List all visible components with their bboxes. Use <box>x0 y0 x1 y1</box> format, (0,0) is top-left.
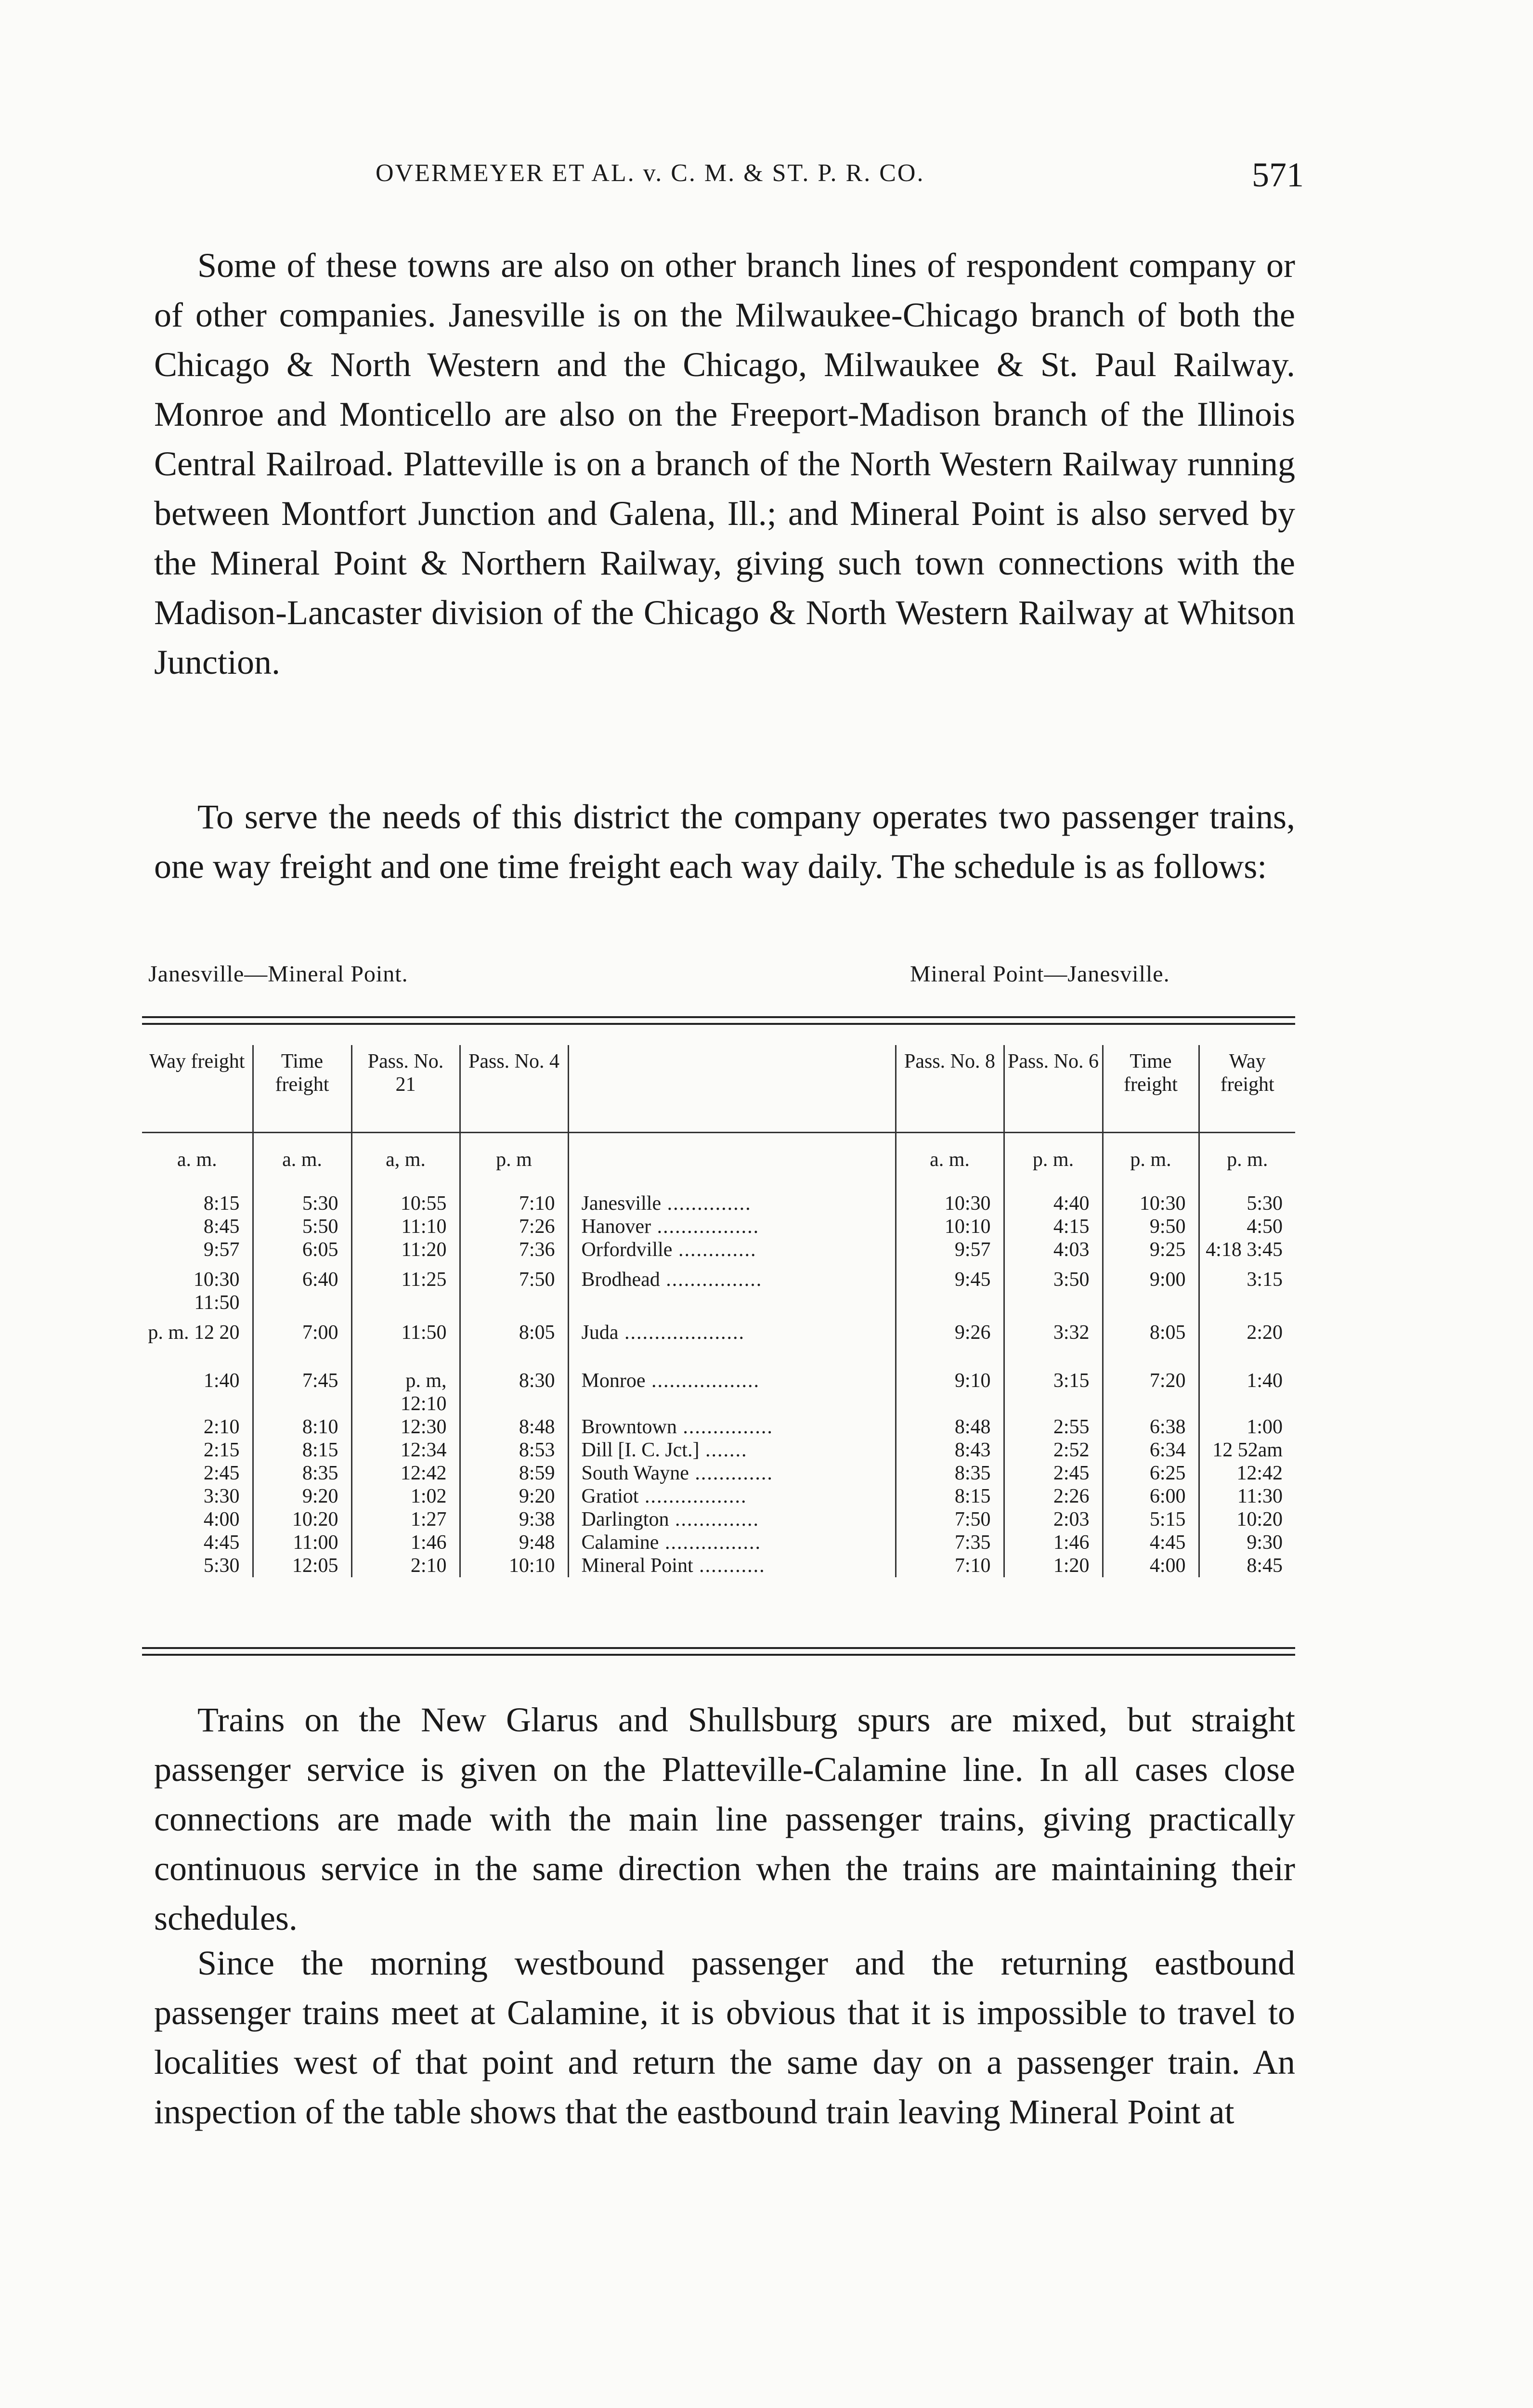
time-cell: 9:26 <box>896 1321 1004 1369</box>
time-cell: 5:50 <box>253 1215 351 1238</box>
time-cell: 7:10 <box>460 1186 568 1215</box>
time-cell: 12:34 <box>351 1439 460 1462</box>
table-row <box>142 1531 1295 1554</box>
time-cell: 8:15 <box>253 1439 351 1462</box>
time-cell: 6:25 <box>1103 1462 1199 1485</box>
time-cell: 4:18 3:45 <box>1199 1238 1295 1268</box>
time-cell: 7:36 <box>460 1238 568 1268</box>
table-row <box>142 1485 1295 1508</box>
time-cell: 4:40 <box>1004 1186 1103 1215</box>
station-name: Hanover ................. <box>568 1215 896 1238</box>
time-cell: 10:10 <box>460 1554 568 1577</box>
time-cell: 1:46 <box>351 1531 460 1554</box>
time-cell: 2:55 <box>1004 1415 1103 1439</box>
col-header: Pass. No. 4 <box>460 1045 568 1133</box>
table-bottom-rule-double <box>142 1654 1295 1656</box>
dot-leader: .................. <box>645 1370 760 1392</box>
paragraph-calamine: Since the morning westbound passenger and the returning eastbound passenger trains meet at Calamine, it is obvious that it is impossible to travel to localities west of that point and return the same day on a passenger train. An inspection of the table shows that the eastbound train leaving Mineral Point at <box>154 1944 1295 2131</box>
time-cell: 10:30 11:50 <box>193 1269 240 1314</box>
time-cell: p. m, 12:10 <box>351 1369 460 1415</box>
time-cell: 7:50 <box>460 1268 568 1321</box>
time-cell: 8:05 <box>460 1321 568 1369</box>
time-cell: 6:38 <box>1103 1415 1199 1439</box>
time-cell: 4:00 <box>203 1508 240 1531</box>
time-cell: 2:52 <box>1004 1439 1103 1462</box>
paragraph-schedule-intro: To serve the needs of this district the company operates two passenger trains, one way freight and one time freight each way daily. The schedule is as follows: <box>154 798 1295 886</box>
col-header: Time freight <box>253 1045 351 1133</box>
table-header-row <box>142 1045 1295 1133</box>
station-name: Brodhead ................ <box>568 1268 896 1321</box>
time-cell: 8:35 <box>253 1462 351 1485</box>
time-cell: 10:20 <box>1199 1508 1295 1531</box>
time-cell: 9:20 <box>253 1485 351 1508</box>
time-cell: 12:42 <box>1199 1462 1295 1485</box>
dot-leader: .............. <box>669 1508 759 1531</box>
time-cell: 9:57 <box>203 1239 240 1261</box>
unit-cell-station <box>568 1133 896 1187</box>
time-cell: 8:15 <box>203 1192 240 1215</box>
time-cell: 5:30 <box>203 1555 240 1577</box>
station-name: Calamine ................ <box>568 1531 896 1554</box>
time-cell: 8:10 <box>253 1415 351 1439</box>
time-cell: 8:05 <box>1103 1321 1199 1369</box>
time-cell: 7:10 <box>896 1554 1004 1577</box>
time-cell: 1:02 <box>351 1485 460 1508</box>
time-cell: 1:46 <box>1004 1531 1103 1554</box>
time-cell: 5:30 <box>253 1186 351 1215</box>
time-cell: 9:45 <box>896 1268 1004 1321</box>
table-top-rule-double <box>142 1023 1295 1025</box>
time-cell: 9:25 <box>1103 1238 1199 1268</box>
station-name: Orfordville ............. <box>568 1238 896 1268</box>
time-cell: 4:45 <box>203 1531 240 1554</box>
table-row <box>142 1554 1295 1577</box>
time-cell: 3:15 <box>1199 1268 1295 1321</box>
time-cell: 12 52am <box>1199 1439 1295 1462</box>
time-cell: 2:26 <box>1004 1485 1103 1508</box>
time-cell: 7:45 <box>253 1369 351 1415</box>
station-name: Janesville .............. <box>568 1186 896 1215</box>
caption-eastbound: Mineral Point—Janesville. <box>910 961 1170 987</box>
dot-leader: ............. <box>689 1462 773 1484</box>
dot-leader: ................. <box>651 1216 760 1238</box>
timetable <box>142 1045 1295 1577</box>
station-header <box>568 1045 896 1133</box>
time-cell: 10:30 <box>896 1186 1004 1215</box>
time-cell: 8:48 <box>896 1415 1004 1439</box>
dot-leader: .................... <box>618 1322 745 1344</box>
col-header: Way freight <box>149 1050 245 1073</box>
table-row <box>142 1369 1295 1415</box>
time-cell: 10:55 <box>351 1186 460 1215</box>
table-row <box>142 1321 1295 1369</box>
page-number: 571 <box>1252 156 1304 194</box>
time-cell: 12:30 <box>351 1415 460 1439</box>
time-cell: 11:20 <box>351 1238 460 1268</box>
col-header: Time freight <box>1103 1045 1199 1133</box>
time-cell: 4:50 <box>1199 1215 1295 1238</box>
time-cell: 8:43 <box>896 1439 1004 1462</box>
station-name: Juda .................... <box>568 1321 896 1369</box>
time-cell: 1:40 <box>1199 1369 1295 1415</box>
running-header <box>0 156 1533 202</box>
time-cell: 6:05 <box>253 1238 351 1268</box>
dot-leader: ................ <box>659 1531 761 1554</box>
time-cell: 9:20 <box>460 1485 568 1508</box>
station-name: Darlington .............. <box>568 1508 896 1531</box>
time-cell: 3:30 <box>203 1485 240 1507</box>
time-cell: p. m. 12 20 <box>148 1322 240 1344</box>
time-cell: 10:20 <box>253 1508 351 1531</box>
time-cell: 12:05 <box>253 1554 351 1577</box>
time-cell: 9:48 <box>460 1531 568 1554</box>
time-cell: 4:03 <box>1004 1238 1103 1268</box>
dot-leader: ................ <box>660 1269 763 1291</box>
time-cell: 7:35 <box>896 1531 1004 1554</box>
time-cell: 2:10 <box>351 1554 460 1577</box>
time-cell: 11:10 <box>351 1215 460 1238</box>
paragraph-connections: Some of these towns are also on other branch lines of respondent company or of other companies. Janesville is on the Milwaukee-Chicago branch of both the Chicago & North Western and the Chicago, Milwaukee & St. Paul Railway. Monroe and Monticello are also on the Freeport-Madison branch of the Illinois Central Railroad. Platteville is on a branch of the North Western Railway running between Montfort Junction and Galena, Ill.; and Mineral Point is also served by the Mineral Point & Northern Railway, giving such town connections with the Madison-Lancaster division of the Chicago & North Western Railway at Whitson Junction. <box>154 246 1295 681</box>
time-cell: 5:30 <box>1199 1186 1295 1215</box>
col-header: Pass. No. 21 <box>351 1045 460 1133</box>
time-cell: 2:03 <box>1004 1508 1103 1531</box>
time-cell: 3:15 <box>1004 1369 1103 1415</box>
time-cell: 1:00 <box>1199 1415 1295 1439</box>
station-name: Dill [I. C. Jct.] ....... <box>568 1439 896 1462</box>
time-cell: 5:15 <box>1103 1508 1199 1531</box>
time-cell: 8:59 <box>460 1462 568 1485</box>
time-cell: 11:50 <box>351 1321 460 1369</box>
unit-cell: a. m. <box>253 1133 351 1187</box>
dot-leader: ........... <box>693 1555 766 1577</box>
time-cell: 9:57 <box>896 1238 1004 1268</box>
table-row <box>142 1508 1295 1531</box>
time-cell: 3:50 <box>1004 1268 1103 1321</box>
time-cell: 11:00 <box>253 1531 351 1554</box>
time-cell: 1:20 <box>1004 1554 1103 1577</box>
units-row <box>142 1133 1295 1187</box>
time-cell: 8:48 <box>460 1415 568 1439</box>
station-name: Mineral Point ........... <box>568 1554 896 1577</box>
time-cell: 9:30 <box>1199 1531 1295 1554</box>
station-name: Monroe .................. <box>568 1369 896 1415</box>
time-cell: 10:10 <box>896 1215 1004 1238</box>
time-cell: 12:42 <box>351 1462 460 1485</box>
caption-westbound: Janesville—Mineral Point. <box>148 961 408 987</box>
running-title: OVERMEYER ET AL. v. C. M. & ST. P. R. CO. <box>376 159 925 187</box>
time-cell: 6:34 <box>1103 1439 1199 1462</box>
time-cell: 7:50 <box>896 1508 1004 1531</box>
time-cell: 7:00 <box>253 1321 351 1369</box>
time-cell: 7:26 <box>460 1215 568 1238</box>
time-cell: 8:45 <box>203 1216 240 1238</box>
col-header: Pass. No. 6 <box>1004 1045 1103 1133</box>
time-cell: 8:30 <box>460 1369 568 1415</box>
time-cell: 1:27 <box>351 1508 460 1531</box>
unit-cell: p. m. <box>1004 1133 1103 1187</box>
paragraph-spurs: Trains on the New Glarus and Shullsburg spurs are mixed, but straight passenger service is given on the Platteville-Calamine line. In all cases close connections are made with the main line passenger trains, giving practically continuous service in the same direction when the trains are maintaining their schedules. <box>154 1701 1295 1937</box>
dot-leader: .............. <box>661 1192 752 1215</box>
table-row <box>142 1268 1295 1321</box>
col-header: Pass. No. 8 <box>896 1045 1004 1133</box>
time-cell: 9:00 <box>1103 1268 1199 1321</box>
table-row <box>142 1186 1295 1215</box>
station-name: South Wayne ............. <box>568 1462 896 1485</box>
table-row <box>142 1215 1295 1238</box>
time-cell: 6:40 <box>253 1268 351 1321</box>
time-cell: 10:30 <box>1103 1186 1199 1215</box>
unit-cell: a. m. <box>896 1133 1004 1187</box>
table-row <box>142 1238 1295 1268</box>
table-row <box>142 1415 1295 1439</box>
station-name: Gratiot ................. <box>568 1485 896 1508</box>
table-row <box>142 1462 1295 1485</box>
time-cell: 2:10 <box>203 1416 240 1438</box>
unit-cell: a. m. <box>142 1133 253 1187</box>
time-cell: 2:45 <box>203 1462 240 1484</box>
time-cell: 2:45 <box>1004 1462 1103 1485</box>
time-cell: 2:20 <box>1199 1321 1295 1369</box>
time-cell: 4:15 <box>1004 1215 1103 1238</box>
time-cell: 9:50 <box>1103 1215 1199 1238</box>
time-cell: 2:15 <box>203 1439 240 1461</box>
table-row <box>142 1439 1295 1462</box>
time-cell: 6:00 <box>1103 1485 1199 1508</box>
time-cell: 11:30 <box>1199 1485 1295 1508</box>
time-cell: 3:32 <box>1004 1321 1103 1369</box>
unit-cell: p. m. <box>1103 1133 1199 1187</box>
dot-leader: ............... <box>676 1416 773 1438</box>
time-cell: 4:45 <box>1103 1531 1199 1554</box>
time-cell: 8:35 <box>896 1462 1004 1485</box>
dot-leader: ............. <box>672 1239 757 1261</box>
time-cell: 4:00 <box>1103 1554 1199 1577</box>
unit-cell: a, m. <box>351 1133 460 1187</box>
dot-leader: ....... <box>699 1439 748 1461</box>
time-cell: 9:38 <box>460 1508 568 1531</box>
col-header: Way freight <box>1199 1045 1295 1133</box>
time-cell: 1:40 <box>203 1370 240 1392</box>
time-cell: 8:53 <box>460 1439 568 1462</box>
time-cell: 9:10 <box>896 1369 1004 1415</box>
time-cell: 11:25 <box>351 1268 460 1321</box>
station-name: Browntown ............... <box>568 1415 896 1439</box>
unit-cell: p. m <box>460 1133 568 1187</box>
time-cell: 7:20 <box>1103 1369 1199 1415</box>
dot-leader: ................. <box>638 1485 747 1507</box>
unit-cell: p. m. <box>1199 1133 1295 1187</box>
time-cell: 8:45 <box>1199 1554 1295 1577</box>
time-cell: 8:15 <box>896 1485 1004 1508</box>
table-top-rule <box>142 1016 1295 1018</box>
table-bottom-rule <box>142 1647 1295 1649</box>
